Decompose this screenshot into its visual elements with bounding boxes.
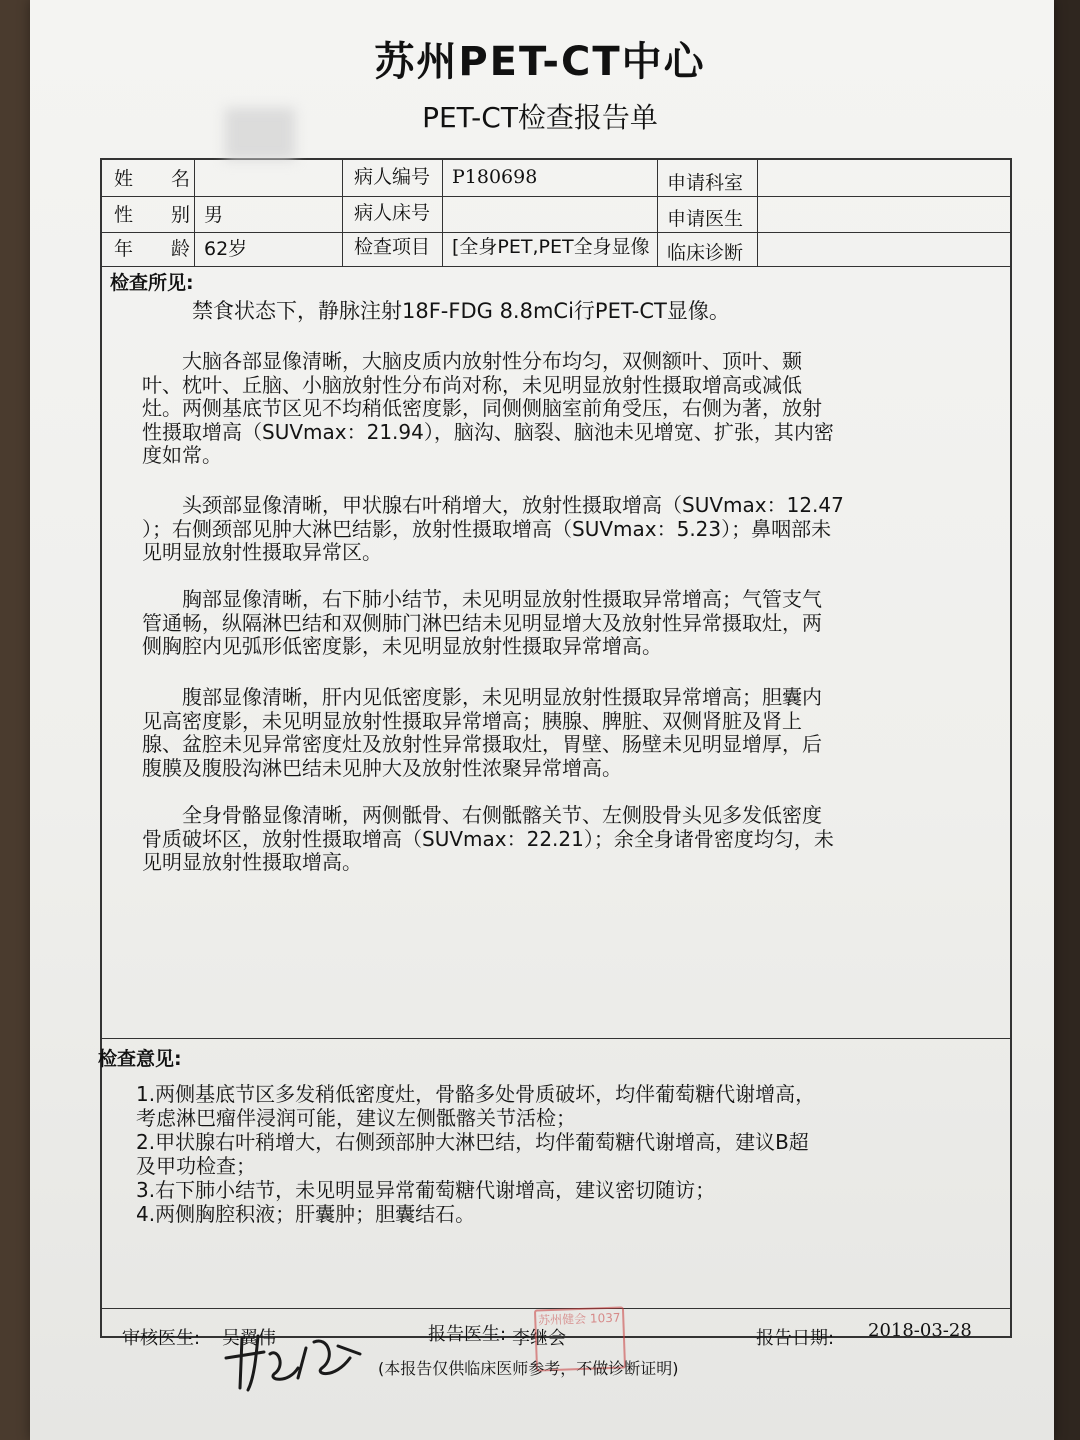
table-divider [342,160,343,266]
findings-abdomen: 腹部显像清晰，肝内见低密度影，未见明显放射性摄取异常增高；胆囊内 见高密度影，未见明显放射性摄取异常增高；胰腺、脾脏、双侧肾脏及肾上 腺、盆腔未见异常密度灶及放射性异常摄取灶，胃壁、肠壁未见明显增厚，后 腹膜及腹股沟淋巴结未见肿大及放射性浓聚异常增高。 [142,685,822,780]
signature-icon [218,1318,368,1398]
report-subtitle: PET-CT检查报告单 [422,101,658,134]
exam-value: [全身PET,PET全身显像 [452,236,650,258]
opinion-text: 1.两侧基底节区多发稍低密度灶，骨骼多处骨质破坏，均伴葡萄糖代谢增高， 考虑淋巴瘤伴浸润可能，建议左侧骶髂关节活检； 2.甲状腺右叶稍增大，右侧颈部肿大淋巴结，均伴葡萄糖代谢增高，建议B超 及甲功检查； 3.右下肺小结节，未见明显异常葡萄糖代谢增高，建议密切随访； 4.两侧胸腔积液；肝囊肿；胆囊结石。 [136,1082,816,1226]
opinion-title: 检查意见: [98,1048,182,1070]
findings-chest: 胸部显像清晰，右下肺小结节，未见明显放射性摄取异常增高；气管支气 管通畅，纵隔淋巴结和双侧肺门淋巴结未见明显增大及放射性异常摄取灶，两 侧胸腔内见弧形低密度影，未见明显放射性摄取异常增高。 [142,587,822,658]
table-divider [442,160,443,266]
disclaimer-note: (本报告仅供临床医师参考，不做诊断证明) [378,1359,679,1378]
gender-label: 性 别 [114,204,191,226]
table-divider [102,266,1010,267]
report-frame [100,158,1012,1338]
official-stamp: 苏州健会 1037 [534,1306,626,1371]
redaction-blur [225,108,295,160]
findings-title: 检查所见: [110,272,194,294]
reporter-label: 报告医生: [428,1324,507,1345]
gender-value: 男 [204,204,224,226]
date-value: 2018-03-28 [868,1320,972,1341]
table-divider [757,160,758,266]
exam-label: 检查项目 [354,236,431,258]
name-label: 姓 名 [114,168,191,190]
table-divider [102,232,1010,233]
findings-intro: 禁食状态下，静脉注射18F-FDG 8.8mCi行PET-CT显像。 [192,299,730,323]
table-divider [657,160,658,266]
reporter-value: 李继会 [512,1328,566,1349]
findings-bone: 全身骨骼显像清晰，两侧骶骨、右侧骶髂关节、左侧股骨头见多发低密度 骨质破坏区，放射性摄取增高（SUVmax：22.21）；余全身诸骨密度均匀，未 见明显放射性摄取增高。 [142,803,834,874]
table-divider [194,160,195,266]
doctor-label: 申请医生 [667,208,744,230]
report-title: 苏州PET-CT中心 [374,39,706,85]
patient-id-value: P180698 [452,166,538,188]
diagnosis-label: 临床诊断 [667,242,744,264]
reviewer-value: 吴翼伟 [222,1328,276,1349]
findings-brain: 大脑各部显像清晰，大脑皮质内放射性分布均匀，双侧额叶、顶叶、颞 叶、枕叶、丘脑、小脑放射性分布尚对称，未见明显放射性摄取增高或减低 灶。两侧基底节区见不均稍低密度影，同侧侧脑室前角受压，右侧为著，放射 性摄取增高（SUVmax：21.94），脑沟、脑裂、脑池未见增宽、扩张，其内密 度如常。 [142,349,834,467]
table-divider [102,196,1010,197]
findings-head-neck: 头颈部显像清晰，甲状腺右叶稍增大，放射性摄取增高（SUVmax：12.47 ）；右侧颈部见肿大淋巴结影，放射性摄取增高（SUVmax：5.23）；鼻咽部未 见明显放射性摄取异常区。 [142,493,844,564]
dept-label: 申请科室 [667,172,744,194]
date-label: 报告日期: [756,1328,835,1349]
age-value: 62岁 [204,238,248,260]
bed-label: 病人床号 [354,202,431,224]
age-label: 年 龄 [114,238,191,260]
section-divider [102,1038,1010,1039]
patient-id-label: 病人编号 [354,166,431,188]
reviewer-label: 审核医生: [122,1328,201,1349]
